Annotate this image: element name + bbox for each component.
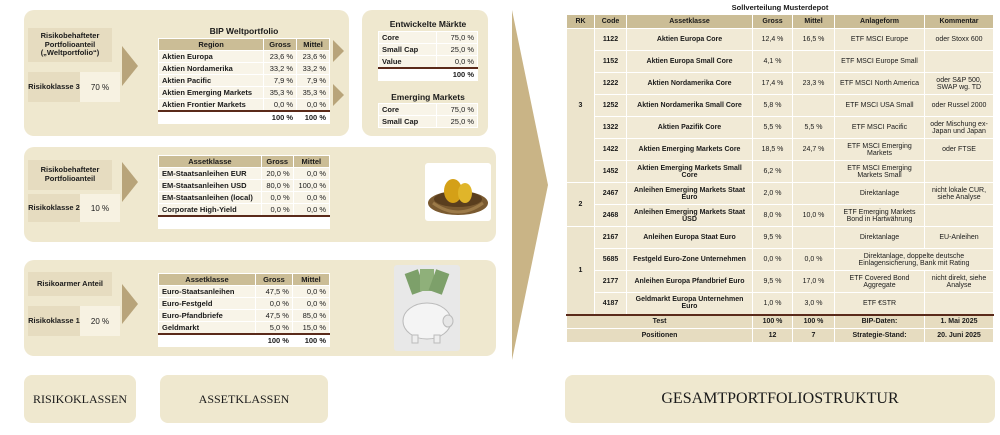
table-row: 1252 Aktien Nordamerika Small Core 5,8 % ETF MSCI USA Small oder Russel 2000 <box>567 95 994 117</box>
col-gross: Gross <box>264 39 297 51</box>
risikoklassen-button[interactable]: RISIKOKLASSEN <box>24 375 136 423</box>
col-mittel: Mittel <box>793 15 835 29</box>
table-sum-row: 100 % 100 % <box>159 334 330 347</box>
table-row: 2 2467 Anleihen Emerging Markets Staat Euro 2,0 % Direktanlage nicht lokale CUR, siehe Analyse <box>567 183 994 205</box>
emerging-table <box>378 103 478 128</box>
col-assetklasse: Assetklasse <box>627 15 753 29</box>
arrow-right-icon <box>333 40 344 62</box>
rk-2: 2 <box>567 183 595 227</box>
table-row: EM-Staatsanleihen EUR 20,0 % 0,0 % <box>159 168 330 180</box>
arrow-right-icon <box>122 284 138 324</box>
table-row: Corporate High-Yield 0,0 % 0,0 % <box>159 204 330 217</box>
golden-egg-nest-image <box>425 163 491 221</box>
piggy-bank-image <box>394 265 460 351</box>
test-row: Test 100 % 100 % BIP-Daten: 1. Mai 2025 <box>567 315 994 329</box>
col-kommentar: Kommentar <box>925 15 994 29</box>
col-region: Region <box>159 39 264 51</box>
table-row: Value 0,0 % <box>379 56 478 69</box>
table-row: EM-Staatsanleihen USD 80,0 % 100,0 % <box>159 180 330 192</box>
risk1-class: Risikoklasse 1 <box>28 306 80 336</box>
rk-3: 3 <box>567 29 595 183</box>
table-row: 3 1122 Aktien Europa Core 12,4 % 16,5 % ETF MSCI Europe oder Stoxx 600 <box>567 29 994 51</box>
em-bonds-table <box>158 155 330 229</box>
risk2-label: Risikobehafteter Portfolioanteil <box>28 160 112 190</box>
table-row: 1 2167 Anleihen Europa Staat Euro 9,5 % Direktanlage EU-Anleihen <box>567 227 994 249</box>
col-anlageform: Anlageform <box>835 15 925 29</box>
table-row: 4187 Geldmarkt Europa Unternehmen Euro 1,0 % 3,0 % ETF €STR <box>567 293 994 315</box>
col-assetklasse: Assetklasse <box>159 274 256 286</box>
col-assetklasse: Assetklasse <box>159 156 262 168</box>
risk1-pct: 20 % <box>80 306 120 336</box>
arrow-right-icon <box>122 162 138 202</box>
table-row: Euro-Staatsanleihen 47,5 % 0,0 % <box>159 286 330 298</box>
col-mittel: Mittel <box>292 274 329 286</box>
big-arrow-right-icon <box>512 10 548 360</box>
table-row: Euro-Pfandbriefe 47,5 % 85,0 % <box>159 310 330 322</box>
developed-title: Entwickelte Märkte <box>389 19 467 29</box>
col-gross: Gross <box>255 274 292 286</box>
table-row: 2468 Anleihen Emerging Markets Staat USD 8,0 % 10,0 % ETF Emerging Markets Bond in Hartwährung <box>567 205 994 227</box>
risk2-pct: 10 % <box>80 194 120 222</box>
table-row: Aktien Frontier Markets 0,0 % 0,0 % <box>159 99 330 112</box>
col-mittel: Mittel <box>293 156 329 168</box>
assetklassen-button[interactable]: ASSETKLASSEN <box>160 375 328 423</box>
developed-table <box>378 31 478 81</box>
col-code: Code <box>595 15 627 29</box>
table-row: 1152 Aktien Europa Small Core 4,1 % ETF MSCI Europe Small <box>567 51 994 73</box>
col-gross: Gross <box>753 15 793 29</box>
arrow-right-icon <box>333 84 344 106</box>
table-row: Small Cap 25,0 % <box>379 116 478 128</box>
arrow-right-icon <box>122 46 138 86</box>
col-mittel: Mittel <box>297 39 330 51</box>
table-row: 1322 Aktien Pazifik Core 5,5 % 5,5 % ETF MSCI Pacific oder Mischung ex-Japan und Japan <box>567 117 994 139</box>
risk3-pct: 70 % <box>80 72 120 102</box>
bip-table <box>158 38 330 124</box>
risk2-class: Risikoklasse 2 <box>28 194 80 222</box>
emerging-title: Emerging Markets <box>391 92 465 102</box>
rk-1: 1 <box>567 227 595 315</box>
col-gross: Gross <box>261 156 293 168</box>
table-row: Geldmarkt 5,0 % 15,0 % <box>159 322 330 335</box>
table-row: Euro-Festgeld 0,0 % 0,0 % <box>159 298 330 310</box>
gesamtportfoliostruktur-button[interactable]: GESAMTPORTFOLIOSTRUKTUR <box>565 375 995 423</box>
low-risk-table <box>158 273 330 347</box>
positions-row: Positionen 12 7 Strategie-Stand: 20. Juni 2025 <box>567 329 994 343</box>
depot-title: Sollverteilung Musterdepot <box>731 3 829 12</box>
bip-title: BIP Weltportfolio <box>209 26 279 36</box>
table-row: Aktien Europa 23,6 % 23,6 % <box>159 51 330 63</box>
table-row: Aktien Emerging Markets 35,3 % 35,3 % <box>159 87 330 99</box>
table-row: Small Cap 25,0 % <box>379 44 478 56</box>
depot-table <box>566 14 994 343</box>
table-row: 5685 Festgeld Euro-Zone Unternehmen 0,0 % 0,0 % Direktanlage, doppelte deutsche Einlagensicherung, Bank mit Rating <box>567 249 994 271</box>
table-sum-row: 100 % 100 % <box>159 111 330 124</box>
table-row: Aktien Pacific 7,9 % 7,9 % <box>159 75 330 87</box>
table-row: Core 75,0 % <box>379 32 478 44</box>
risk1-label: Risikoarmer Anteil <box>28 272 112 296</box>
table-row: 1222 Aktien Nordamerika Core 17,4 % 23,3 % ETF MSCI North America oder S&P 500, SWAP wg. TD <box>567 73 994 95</box>
table-row: Aktien Nordamerika 33,2 % 33,2 % <box>159 63 330 75</box>
risk3-class: Risikoklasse 3 <box>28 72 80 102</box>
risk3-label: Risikobehafteter Portfolioanteil („Weltportfolio“) <box>28 28 112 62</box>
table-row: 2177 Anleihen Europa Pfandbrief Euro 9,5 % 17,0 % ETF Covered Bond Aggregate nicht direkt, siehe Analyse <box>567 271 994 293</box>
table-row: Core 75,0 % <box>379 104 478 116</box>
table-sum-row: 100 % <box>379 68 478 81</box>
col-rk: RK <box>567 15 595 29</box>
table-row: EM-Staatsanleihen (local) 0,0 % 0,0 % <box>159 192 330 204</box>
table-row: 1422 Aktien Emerging Markets Core 18,5 % 24,7 % ETF MSCI Emerging Markets oder FTSE <box>567 139 994 161</box>
table-sum-row <box>159 216 330 228</box>
table-row: 1452 Aktien Emerging Markets Small Core 6,2 % ETF MSCI Emerging Markets Small <box>567 161 994 183</box>
